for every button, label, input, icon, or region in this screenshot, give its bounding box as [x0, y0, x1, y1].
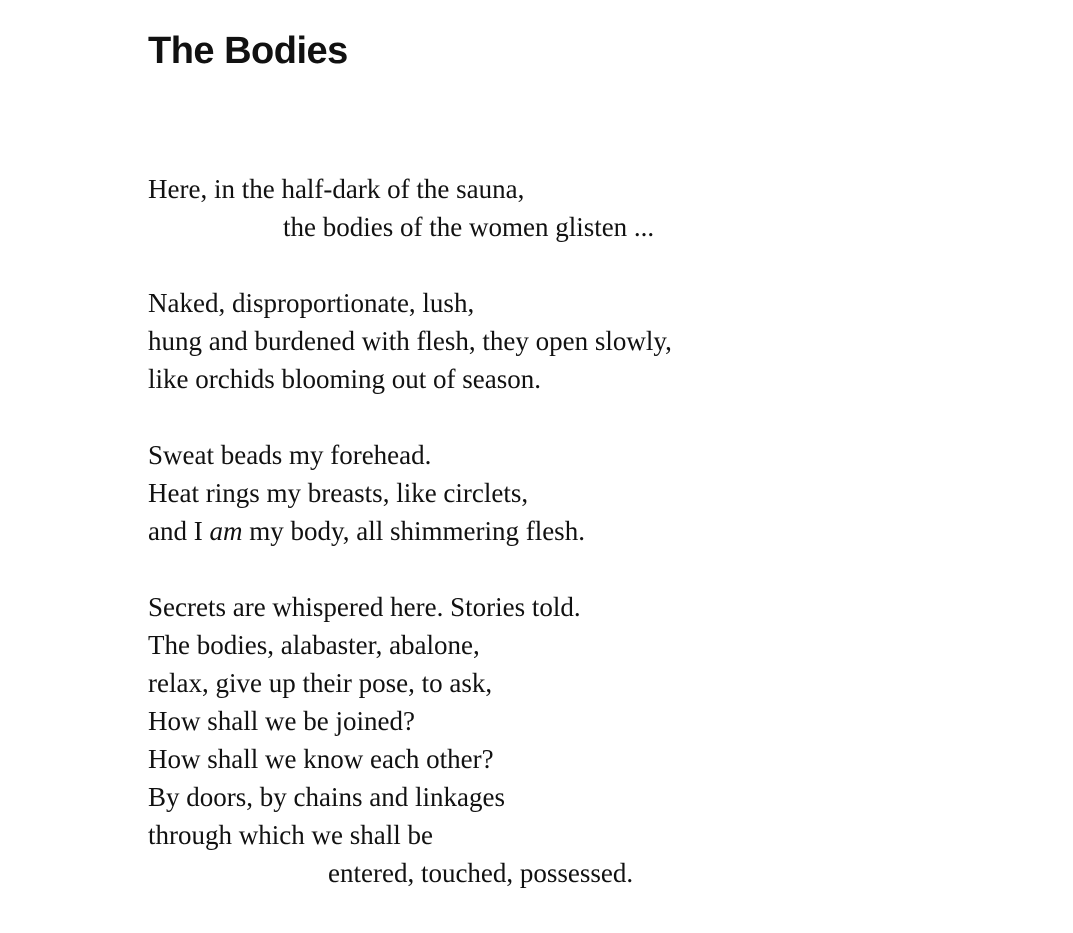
stanza-2	[148, 284, 1048, 398]
poem-line: relax, give up their pose, to ask,	[148, 668, 493, 698]
poem-line: hung and burdened with flesh, they open slowly,	[148, 326, 672, 356]
stanza-4	[148, 588, 1048, 892]
poem-line: Naked, disproportionate, lush,	[148, 288, 475, 318]
poem-line: like orchids blooming out of season.	[148, 364, 541, 394]
poem-line: How shall we be joined?	[148, 706, 415, 736]
poem-body	[148, 170, 1048, 930]
poem-line: Sweat beads my forehead.	[148, 440, 432, 470]
stanza-1	[148, 170, 1048, 246]
poem-line: the bodies of the women glisten ...	[283, 212, 655, 242]
poem-line: By doors, by chains and linkages	[148, 782, 505, 812]
stanza-3	[148, 436, 1048, 550]
poem-line: Heat rings my breasts, like circlets,	[148, 478, 529, 508]
emphasized-word: am	[209, 516, 243, 546]
poem-line: Here, in the half-dark of the sauna,	[148, 174, 525, 204]
poem-line: The bodies, alabaster, abalone,	[148, 630, 480, 660]
poem-title: The Bodies	[148, 30, 348, 72]
poem-line: entered, touched, possessed.	[328, 858, 634, 888]
poem-line	[148, 512, 1048, 550]
poem-line: through which we shall be	[148, 820, 433, 850]
poem-line-text: and I	[148, 516, 210, 546]
poem-line: How shall we know each other?	[148, 744, 494, 774]
poem-line: Secrets are whispered here. Stories told.	[148, 592, 581, 622]
poem-line-text: my body, all shimmering flesh.	[242, 516, 585, 546]
